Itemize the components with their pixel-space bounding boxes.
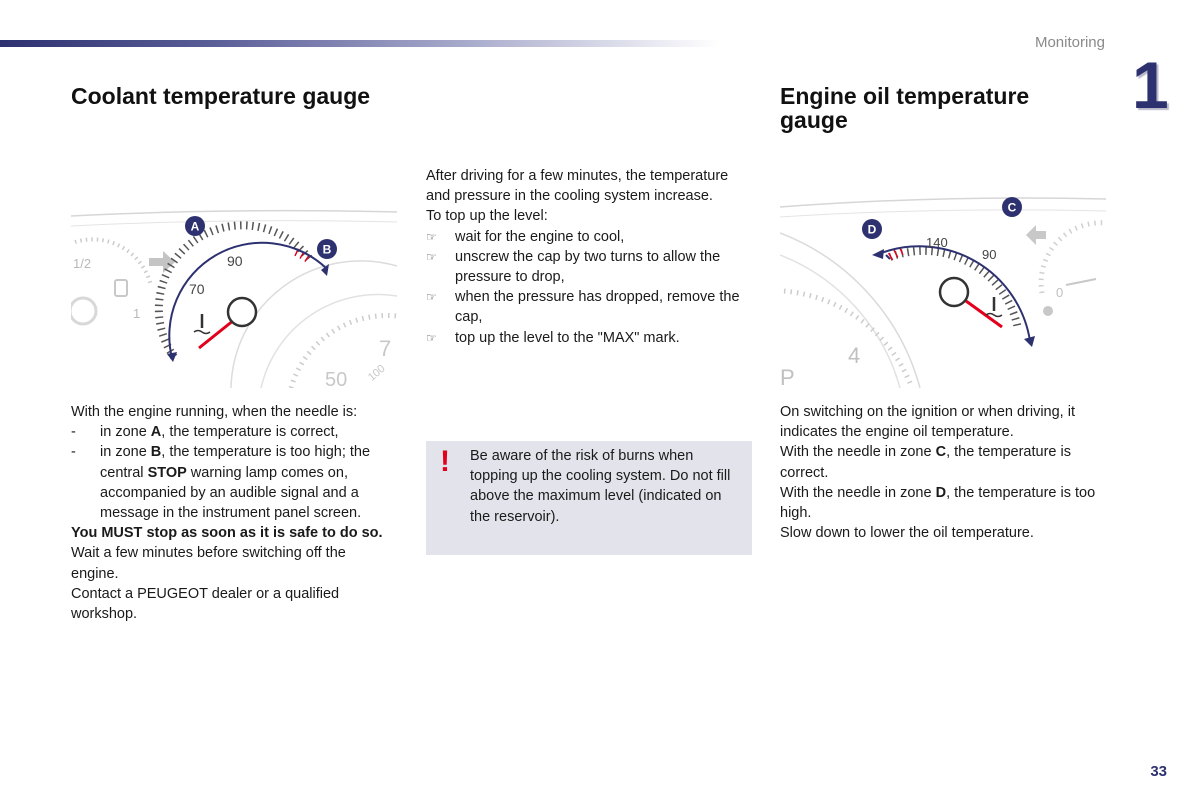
oil-gauge-illustration [780, 193, 1106, 388]
zone-label: D [935, 484, 947, 501]
step-text: wait for the engine to cool, [455, 228, 625, 245]
aux-tick-7: 7 [379, 336, 392, 361]
list-item [71, 442, 391, 523]
list-marker: - [71, 424, 76, 441]
tick-90: 90 [227, 253, 243, 269]
top-up-instructions [426, 166, 756, 348]
list-marker: - [71, 444, 76, 461]
tick-140: 140 [926, 235, 948, 250]
section-name: Monitoring [1034, 34, 1105, 51]
zone-a-label: A [190, 219, 200, 234]
item-text: With the needle in zone [780, 484, 936, 501]
aux-tick-4: 4 [848, 343, 861, 368]
oil-zone-c-text [780, 442, 1105, 482]
list-item [426, 287, 756, 327]
list-item [426, 247, 756, 287]
step-text: when the pressure has dropped, remove the cap, [455, 289, 740, 326]
oil-description [780, 402, 1105, 543]
step-text: top up the level to the "MAX" mark. [455, 329, 680, 346]
coolant-intro: With the engine running, when the needle is: [71, 404, 358, 420]
oil-advice: Slow down to lower the oil temperature. [780, 525, 1034, 542]
item-text: With the needle in zone [780, 444, 936, 461]
item-text: in zone [100, 424, 151, 441]
step-text: unscrew the cap by two turns to allow the pressure to drop, [455, 248, 721, 286]
header-accent-bar [0, 40, 720, 47]
coolant-gauge-illustration [71, 206, 397, 388]
list-item [426, 227, 756, 247]
item-text: warning lamp comes on, accompanied by an audible signal and a message in the instrument panel screen. [100, 464, 362, 522]
item-text: , the temperature is too high; the central [100, 444, 371, 481]
stop-label: STOP [147, 464, 187, 481]
oil-gauge-title: Engine oil temperature gauge [780, 83, 1030, 134]
page-number: 33 [1150, 763, 1167, 780]
aux-tick-50: 50 [325, 369, 348, 388]
contact-text: Contact a PEUGEOT dealer or a qualified workshop. [71, 585, 340, 623]
tick-90-oil: 90 [982, 247, 997, 262]
list-item [426, 328, 756, 348]
burn-warning-box [426, 441, 752, 555]
coolant-zones-list [71, 422, 391, 523]
aux-tick-p: P [780, 365, 795, 388]
tick-70: 70 [189, 281, 205, 297]
item-text: , the temperature is too high. [780, 484, 1096, 522]
list-item [71, 422, 391, 442]
warning-exclamation-icon: ! [440, 445, 450, 478]
topup-heading: To top up the level: [426, 208, 548, 225]
coolant-description [71, 402, 391, 624]
zone-label: A [150, 424, 162, 441]
pointing-hand-icon: ☞ [426, 290, 437, 305]
needle-hub [940, 278, 968, 306]
must-stop-warning: You MUST stop as soon as it is safe to do so. [71, 525, 383, 542]
needle-hub [228, 298, 256, 326]
wait-text: Wait a few minutes before switching off the engine. [71, 545, 346, 582]
zone-d-label: D [867, 222, 877, 237]
chapter-number: 1 [1132, 48, 1167, 122]
zone-label: C [935, 444, 947, 461]
aux-tick-100: 100 [365, 362, 388, 384]
pointing-hand-icon: ☞ [426, 249, 437, 264]
oil-zone-d-text [780, 483, 1105, 523]
item-text: , the temperature is correct. [780, 444, 1071, 481]
cooling-intro: After driving for a few minutes, the temperature and pressure in the cooling system increase. [426, 168, 729, 205]
oil-intro: On switching on the ignition or when driving, it indicates the engine oil temperature. [780, 404, 1075, 441]
aux-tick-half: 1/2 [73, 256, 92, 271]
aux-tick-0: 0 [1056, 285, 1064, 300]
aux-tick-one: 1 [133, 306, 141, 321]
coolant-gauge-title: Coolant temperature gauge [71, 83, 371, 109]
item-text: in zone [100, 444, 151, 461]
pointing-hand-icon: ☞ [426, 229, 437, 244]
pointing-hand-icon: ☞ [426, 330, 437, 345]
item-text: , the temperature is correct, [161, 424, 339, 441]
zone-label: B [150, 444, 162, 461]
zone-c-label: C [1007, 200, 1017, 215]
zone-b-label: B [322, 242, 332, 257]
warning-text: Be aware of the risk of burns when topping up the cooling system. Do not fill above the maximum level (indicated on the reservoir). [470, 448, 731, 525]
topup-steps [426, 227, 756, 348]
